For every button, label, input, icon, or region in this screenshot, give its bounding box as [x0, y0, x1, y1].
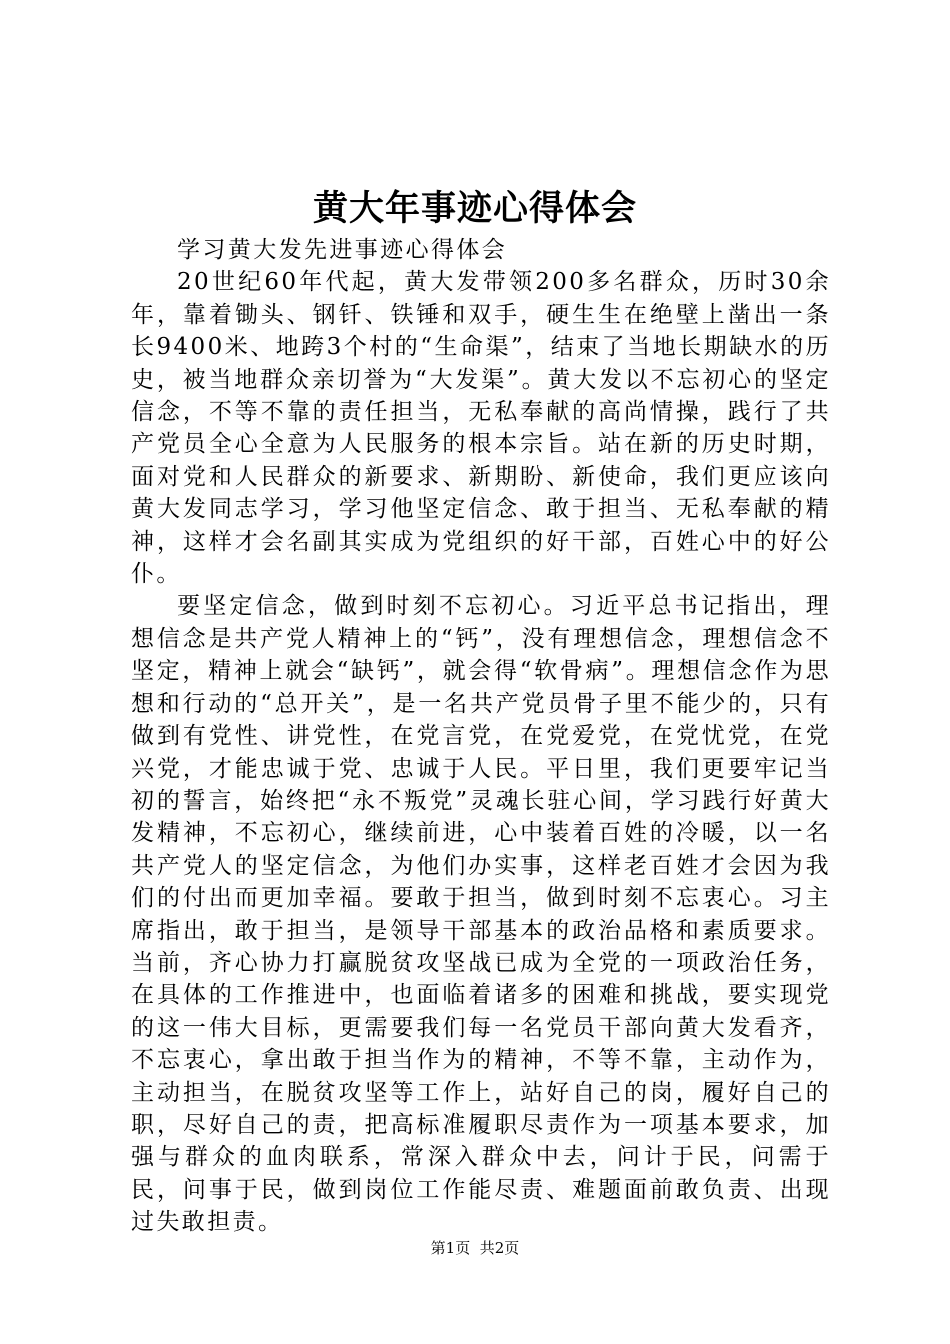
footer-spacer — [470, 1239, 480, 1257]
subtitle-paragraph: 学习黄大发先进事迹心得体会 — [177, 237, 508, 263]
page-number: 第1页 — [430, 1239, 471, 1257]
document-body — [131, 234, 831, 1239]
body-paragraph-2: 要坚定信念，做到时刻不忘初心。习近平总书记指出，理想信念是共产党人精神上的“钙”，没有理想信念，理想信念不坚定，精神上就会“缺钙”，就会得“软骨病”。理想信念作为思想和行动的“总开关”，是一名共产党员骨子里不能少的，只有做到有党性、讲党性，在党言党，在党爱党，在党忧党，在党兴党，才能忠诚于党、忠诚于人民。平日里，我们更要牢记当初的誓言，始终把“永不叛党”灵魂长驻心间，学习践行好黄大发精神，不忘初心，继续前进，心中装着百姓的冷暖，以一名共产党人的坚定信念，为他们办实事，这样老百姓才会因为我们的付出而更加幸福。要敢于担当，做到时刻不忘衷心。习主席指出，敢于担当，是领导干部基本的政治品格和素质要求。当前，齐心协力打赢脱贫攻坚战已成为全党的一项政治任务，在具体的工作推进中，也面临着诸多的困难和挑战，要实现党的这一伟大目标，更需要我们每一名党员干部向黄大发看齐，不忘衷心，拿出敢于担当作为的精神，不等不靠，主动作为，主动担当，在脱贫攻坚等工作上，站好自己的岗，履好自己的职，尽好自己的责，把高标准履职尽责作为一项基本要求，加强与群众的血肉联系，常深入群众中去，问计于民，问需于民，问事于民，做到岗位工作能尽责、难题面前敢负责、出现过失敢担责。 — [131, 593, 831, 1236]
document-title: 黄大年事迹心得体会 — [312, 188, 637, 229]
page-total: 共2页 — [479, 1239, 520, 1257]
page-footer — [0, 1236, 950, 1260]
body-paragraph-1: 20世纪60年代起，黄大发带领200多名群众，历时30余年，靠着锄头、钢钎、铁锤和双手，硬生生在绝壁上凿出一条长9400米、地跨3个村的“生命渠”，结束了当地长期缺水的历史，被当地群众亲切誉为“大发渠”。黄大发以不忘初心的坚定信念，不等不靠的责任担当，无私奉献的高尚情操，践行了共产党员全心全意为人民服务的根本宗旨。站在新的历史时期，面对党和人民群众的新要求、新期盼、新使命，我们更应该向黄大发同志学习，学习他坚定信念、敢于担当、无私奉献的精神，这样才会名副其实成为党组织的好干部，百姓心中的好公仆。 — [131, 269, 831, 588]
